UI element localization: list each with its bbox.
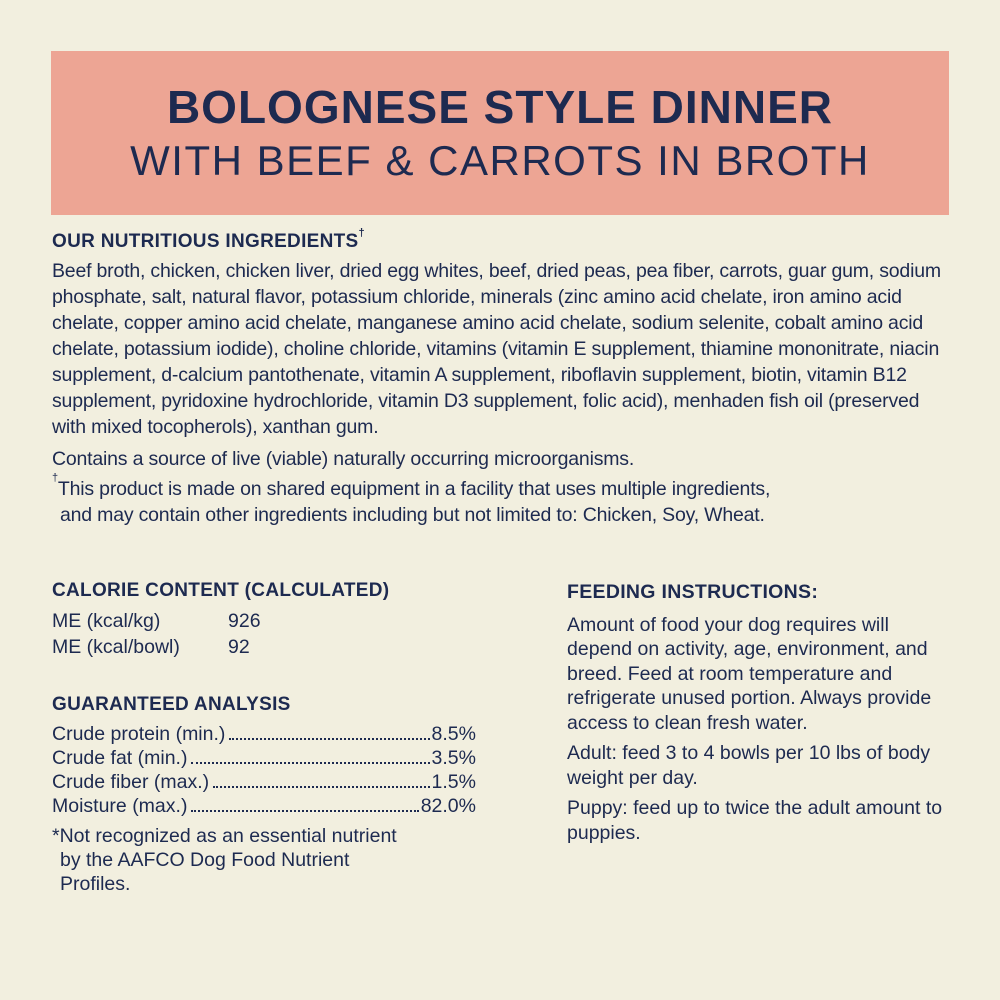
dot-leader (191, 762, 429, 764)
dot-leader (229, 738, 429, 740)
footnote-line-1: *Not recognized as an essential nutrient (52, 825, 397, 847)
feeding-heading: FEEDING INSTRUCTIONS: (567, 581, 819, 603)
dot-leader (213, 786, 429, 788)
calorie-value: 92 (228, 636, 250, 658)
ingredients-section (52, 227, 952, 528)
feeding-general: Amount of food your dog requires will depend on activity, age, environment, and breed. Feed at room temperature and refrigerate unused portion. Always provide access to clean fresh water. (567, 613, 932, 734)
footnote-line-2: by the AAFCO Dog Food Nutrient (60, 849, 350, 871)
analysis-value: 3.5% (431, 747, 476, 769)
analysis-label: Crude fat (min.) (52, 747, 188, 769)
analysis-label: Crude fiber (max.) (52, 771, 210, 793)
calorie-value: 926 (228, 610, 261, 632)
dagger-mark: † (358, 227, 365, 239)
aafco-footnote (52, 824, 476, 896)
ingredients-list: Beef broth, chicken, chicken liver, dried egg whites, beef, dried peas, pea fiber, carrots, guar gum, sodium phosphate, salt, natural flavor, potassium chloride, minerals (zinc amino acid chelate, iron amino acid chelate, copper amino acid chelate, manganese amino acid chelate, sodium selenite, cobalt amino acid chelate, potassium iodide), choline chloride, vitamins (vitamin E supplement, thiamine mononitrate, niacin supplement, d-calcium pantothenate, vitamin A supplement, riboflavin supplement, biotin, vitamin B12 supplement, pyridoxine hydrochloride, vitamin D3 supplement, folic acid), menhaden fish oil (preserved with mixed tocopherols), xanthan gum. (52, 260, 941, 438)
product-subtitle: WITH BEEF & CARROTS IN BROTH (130, 137, 870, 184)
calorie-label: ME (kcal/kg) (52, 610, 161, 632)
facility-line-1: This product is made on shared equipment in a facility that uses multiple ingredients, (57, 478, 771, 500)
analysis-value: 1.5% (431, 771, 476, 793)
calorie-row (52, 608, 472, 634)
ingredients-heading (52, 227, 952, 253)
analysis-row (52, 794, 476, 818)
facility-disclaimer (52, 472, 952, 528)
live-microorganisms-note: Contains a source of live (viable) naturally occurring microorganisms. (52, 448, 635, 470)
calorie-label: ME (kcal/bowl) (52, 636, 180, 658)
analysis-row (52, 746, 476, 770)
feeding-instructions-section (567, 580, 947, 845)
guaranteed-analysis-section (52, 694, 476, 896)
analysis-heading: GUARANTEED ANALYSIS (52, 694, 291, 715)
footnote-line-3: Profiles. (60, 873, 131, 895)
product-title: BOLOGNESE STYLE DINNER (166, 81, 834, 133)
facility-line-2: and may contain other ingredients including but not limited to: Chicken, Soy, Wheat. (60, 504, 765, 526)
analysis-label: Crude protein (min.) (52, 723, 226, 745)
feeding-adult: Adult: feed 3 to 4 bowls per 10 lbs of body weight per day. (567, 742, 931, 789)
calorie-section (52, 580, 472, 660)
calorie-heading: CALORIE CONTENT (CALCULATED) (52, 580, 390, 601)
dot-leader (191, 810, 418, 812)
analysis-label: Moisture (max.) (52, 795, 188, 817)
analysis-value: 8.5% (431, 723, 476, 745)
analysis-row (52, 722, 476, 746)
title-banner (51, 51, 949, 215)
analysis-value: 82.0% (420, 795, 476, 817)
ingredients-heading-text: OUR NUTRITIOUS INGREDIENTS (52, 231, 359, 252)
dagger-mark: † (52, 472, 58, 484)
analysis-row (52, 770, 476, 794)
feeding-puppy: Puppy: feed up to twice the adult amount to puppies. (567, 797, 943, 844)
calorie-row (52, 634, 472, 660)
